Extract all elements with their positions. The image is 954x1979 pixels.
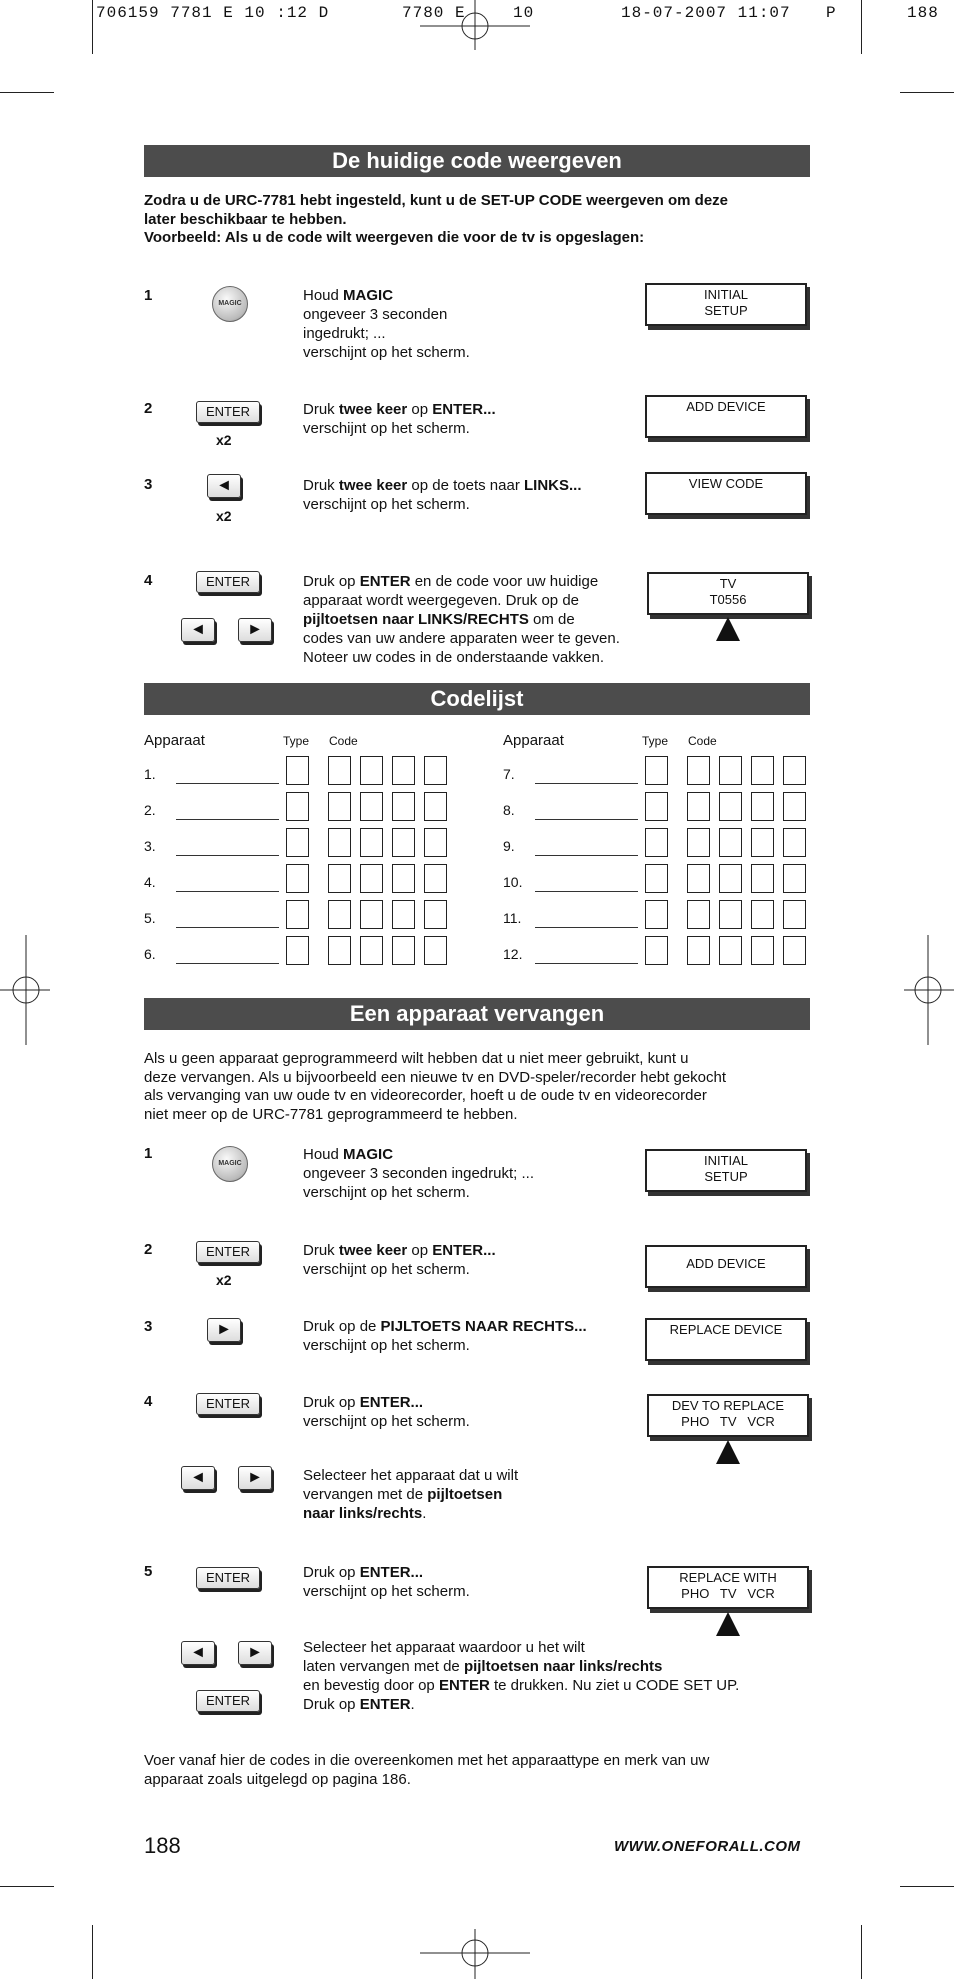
enter-key-icon: ENTER <box>196 401 260 423</box>
device-write-line <box>535 819 638 820</box>
code-digit-box <box>783 936 806 965</box>
left-arrow-key-icon: ◄ <box>207 474 241 498</box>
code-digit-box <box>424 828 447 857</box>
code-digit-box <box>783 828 806 857</box>
step-number: 5 <box>144 1563 153 1580</box>
code-digit-box <box>719 936 742 965</box>
code-digit-box <box>328 864 351 893</box>
enter-key-icon: ENTER <box>196 1241 260 1263</box>
device-write-line <box>176 783 279 784</box>
type-box <box>286 756 309 785</box>
website-url: WWW.ONEFORALL.COM <box>614 1838 801 1855</box>
lcd-display: VIEW CODE <box>645 472 807 515</box>
codelist-row-number: 2. <box>144 802 156 818</box>
code-digit-box <box>783 792 806 821</box>
lcd-display: ADD DEVICE <box>645 1245 807 1288</box>
step-number: 4 <box>144 572 153 589</box>
step-text: Druk twee keer op ENTER... verschijnt op het scherm. <box>303 401 496 437</box>
col-code: Code <box>329 734 358 748</box>
step-number: 1 <box>144 287 153 304</box>
code-digit-box <box>751 828 774 857</box>
codelist-row-number: 4. <box>144 874 156 890</box>
print-page: 188 <box>907 4 939 22</box>
code-digit-box <box>424 756 447 785</box>
code-digit-box <box>360 792 383 821</box>
codelist-row-number: 8. <box>503 802 515 818</box>
device-write-line <box>176 927 279 928</box>
step-text: Druk op ENTER en de code voor uw huidige apparaat wordt weergegeven. Druk op de pijltoetsen naar LINKS/RECHTS om de codes van uw andere apparaten weer te geven. Noteer uw codes in de onderstaande vakken. <box>303 573 620 666</box>
cursor-triangle-icon <box>716 1440 740 1464</box>
code-digit-box <box>392 864 415 893</box>
lcd-display: REPLACE WITH PHO TV VCR <box>647 1566 809 1609</box>
type-box <box>286 792 309 821</box>
page-number: 188 <box>144 1833 181 1858</box>
codelist-row-number: 10. <box>503 874 523 890</box>
step-text: Druk op ENTER... verschijnt op het scherm. <box>303 1564 470 1600</box>
outro: Voer vanaf hier de codes in die overeenkomen met het apparaattype en merk van uw apparaat zoals uitgelegd op pagina 186. <box>144 1752 710 1788</box>
col-type: Type <box>283 734 310 748</box>
code-digit-box <box>392 756 415 785</box>
code-digit-box <box>392 828 415 857</box>
code-digit-box <box>687 756 710 785</box>
code-digit-box <box>783 756 806 785</box>
type-box <box>645 756 668 785</box>
code-digit-box <box>687 864 710 893</box>
code-digit-box <box>360 864 383 893</box>
codelist-row-number: 11. <box>503 910 522 926</box>
code-digit-box <box>783 900 806 929</box>
step-text: Druk op de PIJLTOETS NAAR RECHTS... verschijnt op het scherm. <box>303 1318 587 1354</box>
step-number: 4 <box>144 1393 153 1410</box>
press-count: x2 <box>216 1272 232 1288</box>
code-digit-box <box>328 936 351 965</box>
type-box <box>286 864 309 893</box>
code-digit-box <box>719 864 742 893</box>
section-title-replace-device: Een apparaat vervangen <box>144 998 810 1030</box>
enter-key-icon: ENTER <box>196 1690 260 1712</box>
type-box <box>645 828 668 857</box>
code-digit-box <box>751 864 774 893</box>
device-write-line <box>176 963 279 964</box>
code-digit-box <box>424 936 447 965</box>
codelist-row-number: 12. <box>503 946 523 962</box>
registration-mark-bottom-icon <box>420 1929 530 1979</box>
device-write-line <box>535 891 638 892</box>
code-digit-box <box>424 900 447 929</box>
device-write-line <box>176 855 279 856</box>
code-digit-box <box>328 900 351 929</box>
code-digit-box <box>328 792 351 821</box>
section-title-current-code: De huidige code weergeven <box>144 145 810 177</box>
code-digit-box <box>424 864 447 893</box>
col-code: Code <box>688 734 717 748</box>
code-digit-box <box>751 900 774 929</box>
right-arrow-key-icon: ► <box>238 618 272 642</box>
code-digit-box <box>360 900 383 929</box>
step-number: 1 <box>144 1145 153 1162</box>
cursor-triangle-icon <box>716 617 740 641</box>
lcd-display: INITIAL SETUP <box>645 283 807 326</box>
code-digit-box <box>424 792 447 821</box>
magic-key-icon: MAGIC <box>212 286 248 322</box>
section3-intro: Als u geen apparaat geprogrammeerd wilt hebben dat u niet meer gebruikt, kunt u deze vervangen. Als u bijvoorbeeld een nieuwe tv en DVD-speler/recorder hebt gekocht als vervanging van uw oude tv en videorecorder, hoeft u de oude tv en videorecorder niet meer op de URC-7781 geprogrammeerd te hebben. <box>144 1050 727 1123</box>
code-digit-box <box>687 792 710 821</box>
step-text: Houd MAGIC ongeveer 3 seconden ingedrukt; ... verschijnt op het scherm. <box>303 1146 534 1201</box>
lcd-display: ADD DEVICE <box>645 395 807 438</box>
code-digit-box <box>392 936 415 965</box>
section1-intro: Zodra u de URC-7781 hebt ingesteld, kunt u de SET-UP CODE weergeven om deze later beschikbaar te hebben. Voorbeeld: Als u de code wilt weergeven die voor de tv is opgeslagen: <box>144 192 729 246</box>
code-digit-box <box>719 900 742 929</box>
lcd-display: TV T0556 <box>647 572 809 615</box>
print-job-id: 706159 7781 E 10 :12 D <box>96 4 330 22</box>
lcd-display: REPLACE DEVICE <box>645 1318 807 1361</box>
print-model-page: 10 <box>513 4 535 22</box>
code-digit-box <box>719 756 742 785</box>
registration-mark-top-icon <box>420 0 530 50</box>
device-write-line <box>535 963 638 964</box>
lcd-display: DEV TO REPLACE PHO TV VCR <box>647 1394 809 1437</box>
code-digit-box <box>392 900 415 929</box>
section-title-codelist: Codelijst <box>144 683 810 715</box>
left-arrow-key-icon: ◄ <box>181 1641 215 1665</box>
enter-key-icon: ENTER <box>196 1393 260 1415</box>
right-arrow-key-icon: ► <box>238 1641 272 1665</box>
cursor-triangle-icon <box>716 1612 740 1636</box>
device-write-line <box>535 783 638 784</box>
left-arrow-key-icon: ◄ <box>181 618 215 642</box>
codelist-row-number: 3. <box>144 838 156 854</box>
codelist-row-number: 5. <box>144 910 156 926</box>
code-digit-box <box>360 828 383 857</box>
codelist-row-number: 1. <box>144 766 156 782</box>
left-arrow-key-icon: ◄ <box>181 1466 215 1490</box>
step-text: Selecteer het apparaat dat u wilt vervangen met de pijltoetsen naar links/rechts. <box>303 1467 519 1522</box>
step-number: 3 <box>144 476 153 493</box>
code-digit-box <box>783 864 806 893</box>
right-arrow-key-icon: ► <box>238 1466 272 1490</box>
device-write-line <box>176 819 279 820</box>
device-write-line <box>176 891 279 892</box>
step-number: 2 <box>144 1241 153 1258</box>
registration-mark-right-icon <box>904 935 954 1045</box>
step-number: 2 <box>144 400 153 417</box>
step-text: Selecteer het apparaat waardoor u het wilt laten vervangen met de pijltoetsen naar links/rechts en bevestig door op ENTER te drukken. Nu ziet u CODE SET UP. Druk op ENTER. <box>303 1639 740 1713</box>
col-device: Apparaat <box>503 732 564 749</box>
print-model: 7780 E <box>402 4 466 22</box>
type-box <box>645 900 668 929</box>
type-box <box>645 792 668 821</box>
step-text: Druk op ENTER... verschijnt op het scherm. <box>303 1394 470 1430</box>
press-count: x2 <box>216 432 232 448</box>
code-digit-box <box>687 936 710 965</box>
type-box <box>286 936 309 965</box>
code-digit-box <box>392 792 415 821</box>
code-digit-box <box>687 900 710 929</box>
code-digit-box <box>751 936 774 965</box>
lcd-display: INITIAL SETUP <box>645 1149 807 1192</box>
code-digit-box <box>360 756 383 785</box>
step-text: Druk twee keer op de toets naar LINKS... verschijnt op het scherm. <box>303 477 582 513</box>
code-digit-box <box>328 756 351 785</box>
code-digit-box <box>751 792 774 821</box>
print-datetime: 18-07-2007 11:07 <box>621 4 791 22</box>
codelist-row-number: 9. <box>503 838 515 854</box>
type-box <box>645 864 668 893</box>
right-arrow-key-icon: ► <box>207 1318 241 1342</box>
step-text: Houd MAGIC ongeveer 3 seconden ingedrukt; ... verschijnt op het scherm. <box>303 287 470 361</box>
code-digit-box <box>328 828 351 857</box>
codelist-row-number: 7. <box>503 766 515 782</box>
col-type: Type <box>642 734 669 748</box>
type-box <box>645 936 668 965</box>
code-digit-box <box>751 756 774 785</box>
type-box <box>286 900 309 929</box>
enter-key-icon: ENTER <box>196 571 260 593</box>
device-write-line <box>535 927 638 928</box>
press-count: x2 <box>216 508 232 524</box>
enter-key-icon: ENTER <box>196 1567 260 1589</box>
code-digit-box <box>360 936 383 965</box>
step-text: Druk twee keer op ENTER... verschijnt op het scherm. <box>303 1242 496 1278</box>
magic-key-icon: MAGIC <box>212 1146 248 1182</box>
code-digit-box <box>687 828 710 857</box>
code-digit-box <box>719 828 742 857</box>
code-digit-box <box>719 792 742 821</box>
print-flag: P <box>826 4 837 22</box>
col-device: Apparaat <box>144 732 205 749</box>
step-number: 3 <box>144 1318 153 1335</box>
device-write-line <box>535 855 638 856</box>
registration-mark-left-icon <box>0 935 50 1045</box>
type-box <box>286 828 309 857</box>
codelist-row-number: 6. <box>144 946 156 962</box>
